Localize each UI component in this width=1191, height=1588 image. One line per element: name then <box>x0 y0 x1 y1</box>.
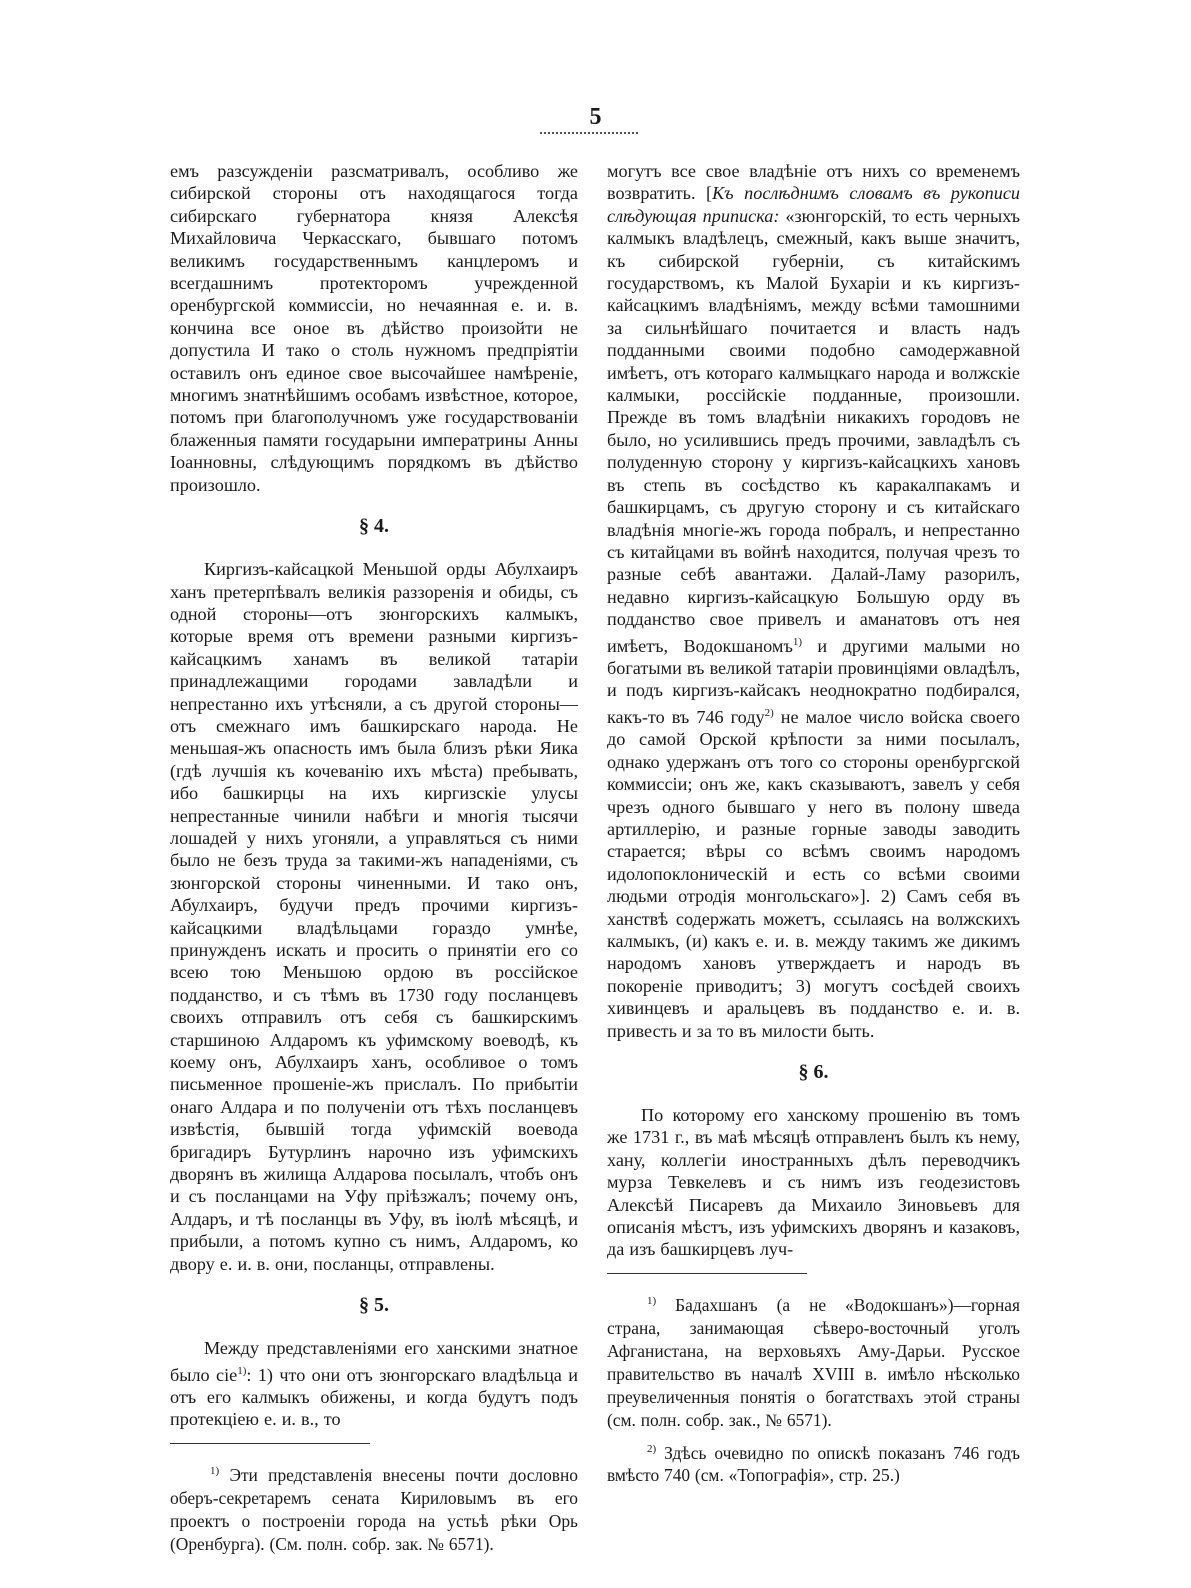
left-paragraph-2: Киргизъ-кайсацкой Меньшой орды Абулхаиръ ханъ претерпѣвалъ великія раззоренія и обиды, съ одной стороны—отъ зюнгорскихъ калмыкъ, которые время отъ времени разными киргизъ-кайсацкимъ ханамъ въ великой татаріи принадлежащими городами завладѣли и непрестанно ихъ утѣсняли, а съ другой стороны—отъ смежнаго имъ башкирскаго народа. Не меньшая-жъ опасность имъ была близъ рѣки Яика (гдѣ лучшія къ кочеванію ихъ мѣста) пребывать, ибо башкирцы на ихъ киргизскіе улусы непрестанные чинили набѣги и многія тысячи лошадей у нихъ угоняли, а управляться съ ними было не безъ труда за такими-жъ нападеніями, съ зюнгорской стороны чиненными. И тако онъ, Абулхаиръ, будучи предъ прочими киргизъ-кайсацкими владѣльцами гораздо умнѣе, принужденъ искать и просить о принятіи его со всею тою Меньшою ордою въ россійское подданство, и съ тѣмъ въ 1730 году посланцевъ своихъ отправилъ отъ себя съ башкирскимъ старшиною Алдаромъ къ уфимскому воеводѣ, къ коему онъ, Абулхаиръ ханъ, особливое о томъ письменное прошеніе-жъ прислалъ. По прибытіи онаго Алдара и по полученіи отъ тѣхъ посланцевъ извѣстія, бывшій тогда уфимскій воевода бригадиръ Бутурлинъ нарочно изъ уфимскихъ дворянъ въ жилища Алдарова посылалъ, чтобъ онъ и съ посланцами на Уфу пріѣзжалъ; почему онъ, Алдаръ, и тѣ посланцы въ Уфу, въ іюлѣ мѣсяцѣ, и прибыли, а потомъ купно съ нимъ, Алдаромъ, ко двору е. и. в. они, посланцы, отправлены. <box>170 559 578 1274</box>
right-paragraph-1-text-mid: «зюнгорскій, то есть черныхъ калмыкъ владѣлецъ, смежный, какъ выше значитъ, къ сибирской губерніи, съ китайскимъ государствомъ, къ Малой Бухаріи и къ киргизъ-кайсацкимъ владѣніямъ, между всѣми тамошними за сильнѣйшаго почитается и власть надъ подданными своими подобно самодержавной имѣетъ, отъ котораго калмыцкаго народа и волжскіе калмыки, россійскіе подданные, произошли. Прежде въ томъ владѣніи никакихъ городовъ не было, но усилившись предъ прочими, завладѣлъ съ полуденную сторону у киргизъ-кайсацкихъ хановъ въ степь въ сосѣдство къ каракалпакамъ и башкирцамъ, съ другую сторону и съ китайскаго владѣнія многіе-жъ города побралъ, и непрестанно съ китайцами въ войнѣ находится, получая чрезъ то разные себѣ авантажи. Далай-Ламу разорилъ, недавно киргизъ-кайсацкую Большую орду въ подданство свое привелъ и аманатовъ отъ нея имѣетъ, Водокшаномъ <box>607 205 1021 656</box>
footnote-reference-1-right: 1) <box>792 635 803 648</box>
right-paragraph-1-text-mid-2: и другими малыми но богатыми въ великой татаріи провинціями овладѣлъ, и подъ киргизъ-кайсакъ неоднократно подбирался, какъ-то въ 746 году <box>607 635 1020 727</box>
footnote-reference-1: 1) <box>237 1364 247 1377</box>
right-column <box>607 160 1020 1487</box>
left-column <box>170 160 578 1556</box>
right-footnote-divider <box>607 1273 807 1274</box>
left-paragraph-3-text-rest: : 1) что они отъ зюнгорскаго владѣльца и отъ его калмыкъ обижены, и когда будутъ подъ протекціею е. и. в., то <box>170 1364 578 1430</box>
footnote-reference-2-right: 2) <box>764 706 774 719</box>
right-footnote-1-text: Бадахшанъ (а не «Водокшанъ»)—горная страна, занимающая сѣверо-восточный уголъ Афганистана, на верховьяхъ Аму-Дарьи. Русское правительство въ началѣ XVIII в. имѣло нѣсколько преувеличенныя понятія о богатствахъ этой страны (см. полн. собр. зак., № 6571). <box>607 1294 1020 1430</box>
section-heading-4: § 4. <box>359 515 389 538</box>
left-footnote-1-text: Эти представленія внесены почти дословно оберъ-секретаремъ сената Кириловымъ въ его проектъ о построеніи города на устьѣ рѣки Орь (Оренбурга). (См. полн. собр. зак. № 6571). <box>170 1464 578 1554</box>
left-footnote-1 <box>170 1460 578 1556</box>
page-number-divider <box>540 132 638 134</box>
right-paragraph-1-text-start: могутъ все свое владѣніе отъ нихъ со временемъ возвратить. [ <box>607 161 1020 204</box>
left-footnote-divider <box>170 1443 370 1444</box>
left-paragraph-1: емъ разсужденіи разсматривалъ, особливо же сибирской стороны отъ находящагося тогда сибирскаго губернатора князя Алексѣя Михайловича Черкасскаго, бывшаго потомъ великимъ государственнымъ канцлеромъ и всегдашнимъ протекторомъ учрежденной оренбургской коммиссіи, но нечаянная е. и. в. кончина все оное въ дѣйство произойти не допустила И тако о столь нужномъ предпріятіи оставилъ онъ единое свое высочайшее намѣреніе, многимъ знатнѣйшимъ особамъ извѣстное, которое, потомъ при благополучномъ уже государствованіи блаженныя памяти государыни императрины Анны Іоанновны, слѣдующимъ порядкомъ въ дѣйство произошло. <box>170 161 578 495</box>
right-paragraph-1 <box>607 160 1020 1042</box>
right-paragraph-1-text-end: не малое число войска своего до самой Орской крѣпости за ними посылалъ, однако удержанъ отъ того со стороны оренбургской коммиссіи; онъ же, какъ сказываютъ, завелъ у себя чрезъ одного бывшаго у него въ полону шведа артиллерію, и разные горные заводы заводить старается; вѣры со всѣмъ своимъ народомъ идолопоклоническій и есть со всѣми своими людьми отродія монгольскаго»]. 2) Самъ себя въ ханствѣ содержать можетъ, ссылаясь на волжскихъ калмыкъ, (и) какъ е. и. в. между такимъ же дикимъ народомъ хановъ утверждаетъ и народъ въ покореніе приводитъ; 3) могутъ сосѣдей своихъ хивинцевъ и аральцевъ въ подданство е. и. в. привесть и за то въ милости быть. <box>607 706 1020 1041</box>
left-paragraph-3-text-start: Между представленіями его ханскими знатное было сіе <box>170 1338 578 1385</box>
page-number: 5 <box>589 104 602 130</box>
section-heading-6: § 6. <box>798 1060 829 1083</box>
right-footnote-2-text: Здѣсь очевидно по опискѣ показанъ 746 годъ вмѣсто 740 (см. «Топографія», стр. 25.) <box>607 1442 1020 1486</box>
section-heading-5: § 5. <box>359 1294 389 1317</box>
right-footnote-1-marker: 1) <box>647 1294 657 1307</box>
left-paragraph-3 <box>170 1337 578 1431</box>
editorial-note: Къ послѣднимъ словамъ въ рукописи слѣдующая приписка: <box>607 183 1021 226</box>
right-paragraph-2: По которому его ханскому прошенію въ томъ же 1731 г., въ маѣ мѣсяцѣ отправленъ былъ къ нему, хану, коллегіи иностранныхъ дѣлъ переводчикъ мурза Тевкелевъ и съ нимъ изъ геодезистовъ Алексѣй Писаревъ да Михаило Зиновьевъ для описанія мѣстъ, изъ уфимскихъ дворянъ и казаковъ, да изъ башкирцевъ луч- <box>607 1104 1020 1260</box>
left-footnote-1-marker: 1) <box>210 1464 220 1477</box>
right-footnote-2-marker: 2) <box>647 1442 657 1455</box>
right-footnote-1 <box>607 1290 1020 1432</box>
right-footnote-2 <box>607 1438 1020 1488</box>
